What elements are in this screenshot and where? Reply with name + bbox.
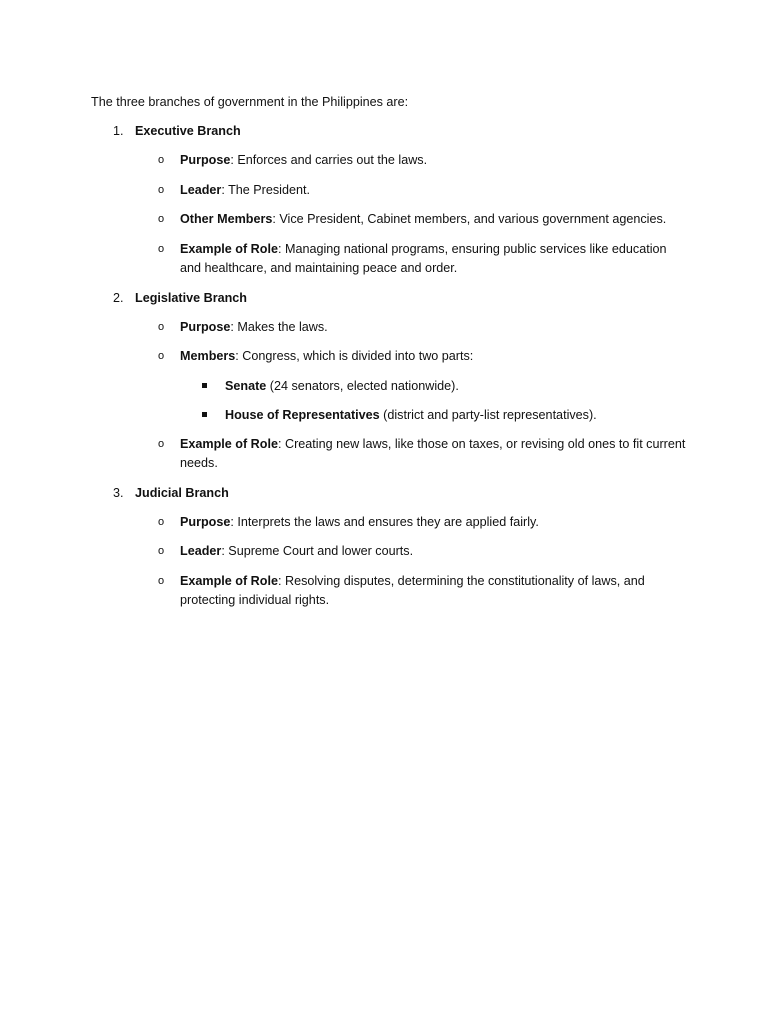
item-text: : Congress, which is divided into two parts:	[235, 349, 474, 363]
list-item	[135, 435, 691, 474]
item-label: Example of Role	[180, 241, 278, 256]
square-bullet-icon	[202, 412, 207, 417]
list-item	[135, 572, 691, 611]
item-label: Leader	[180, 182, 222, 197]
branch-executive	[91, 122, 691, 279]
item-label: Members	[180, 349, 236, 363]
item-label: Purpose	[180, 319, 231, 334]
circle-bullet-icon: o	[158, 574, 165, 587]
branch-judicial	[91, 484, 691, 611]
item-label: Senate	[225, 378, 267, 393]
item-text: : Managing national programs, ensuring public services like education and healthcare, and maintaining peace and order.	[180, 241, 667, 275]
intro-paragraph: The three branches of government in the Philippines are:	[91, 95, 409, 109]
list-item	[135, 513, 691, 533]
circle-bullet-icon: o	[158, 154, 165, 166]
list-item	[135, 210, 691, 230]
list-item	[180, 377, 691, 396]
branch-title: Executive Branch	[135, 124, 241, 138]
circle-bullet-icon: o	[158, 437, 165, 450]
item-label: Other Members	[180, 212, 273, 226]
list-item	[135, 151, 691, 171]
list-item	[135, 542, 691, 562]
item-text: : Resolving disputes, determining the constitutionality of laws, and protecting individual rights.	[180, 573, 645, 607]
item-text: : Creating new laws, like those on taxes, or revising old ones to fit current needs.	[180, 436, 686, 470]
circle-bullet-icon: o	[158, 213, 165, 225]
item-label: Purpose	[180, 153, 231, 167]
item-label: Example of Role	[180, 436, 278, 451]
square-bullet-icon	[202, 383, 207, 388]
list-item	[135, 240, 691, 279]
item-text: : The President.	[221, 182, 310, 197]
item-label: Purpose	[180, 514, 231, 529]
item-text: : Enforces and carries out the laws.	[230, 153, 428, 167]
branch-legislative	[91, 289, 691, 474]
document-page	[91, 93, 691, 621]
item-label: Example of Role	[180, 573, 278, 588]
item-label: House of Representatives	[225, 407, 380, 422]
circle-bullet-icon: o	[158, 320, 165, 333]
circle-bullet-icon: o	[158, 545, 165, 557]
circle-bullet-icon: o	[158, 350, 165, 362]
circle-bullet-icon: o	[158, 242, 165, 255]
item-label: Leader	[180, 544, 222, 558]
item-text: (24 senators, elected nationwide).	[266, 378, 459, 393]
circle-bullet-icon: o	[158, 183, 165, 196]
item-text: : Interprets the laws and ensures they are applied fairly.	[230, 514, 539, 529]
list-item	[180, 406, 691, 425]
list-item	[135, 181, 691, 201]
list-item	[135, 347, 691, 425]
branch-number: 3.	[113, 485, 124, 500]
branch-number: 1.	[113, 124, 124, 138]
judicial-details-list	[135, 513, 691, 611]
legislative-details-list	[135, 318, 691, 474]
branch-number: 2.	[113, 290, 124, 305]
branch-title: Judicial Branch	[135, 485, 229, 500]
branch-title: Legislative Branch	[135, 290, 247, 305]
item-text: : Supreme Court and lower courts.	[221, 544, 414, 558]
congress-parts-list	[180, 377, 691, 425]
circle-bullet-icon: o	[158, 515, 165, 528]
item-text: : Vice President, Cabinet members, and various government agencies.	[272, 212, 667, 226]
executive-details-list	[135, 151, 691, 279]
list-item	[135, 318, 691, 338]
item-text: : Makes the laws.	[230, 319, 328, 334]
item-text: (district and party-list representatives).	[379, 407, 597, 422]
